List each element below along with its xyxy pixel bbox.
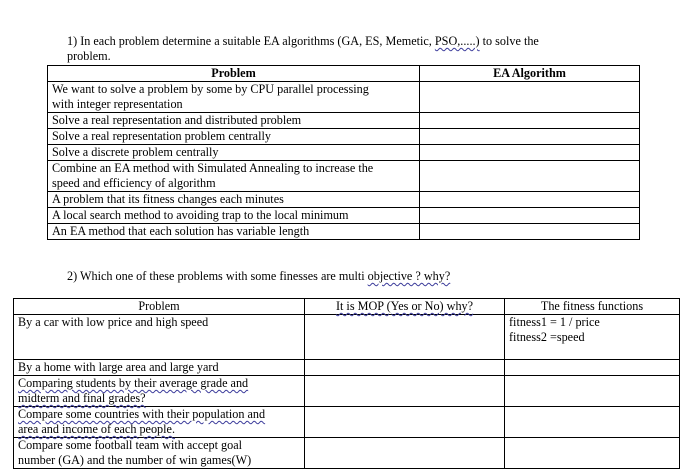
fitness-functions-cell[interactable] [505, 360, 680, 376]
question-2-text [67, 269, 627, 284]
problem-text-line1: Solve a real representation and distributed problem [52, 113, 302, 127]
fitness-functions-cell[interactable] [505, 438, 680, 469]
question-1-suffix: to solve the [479, 34, 539, 48]
mop-answer-cell[interactable] [305, 376, 505, 407]
problem-cell [48, 129, 420, 145]
header-problem: Problem [14, 299, 305, 315]
header-mop-label: It is MOP (Yes or No) why? [335, 299, 474, 313]
ea-algorithm-answer-cell[interactable] [420, 208, 640, 224]
table-row [48, 129, 640, 145]
problem-text-line2: with integer representation [52, 97, 183, 111]
mop-answer-cell[interactable] [305, 407, 505, 438]
fitness-functions-cell[interactable] [505, 407, 680, 438]
fitness-functions-cell[interactable] [505, 376, 680, 407]
mop-table [13, 298, 680, 469]
problem-text-line1: By a car with low price and high speed [18, 315, 209, 329]
ea-algorithm-table [47, 65, 640, 240]
ea-algorithm-answer-cell[interactable] [420, 161, 640, 192]
fitness-function-1: fitness1 = 1 / price [509, 315, 600, 329]
header-problem: Problem [48, 66, 420, 82]
problem-cell [48, 208, 420, 224]
problem-text-line1: A local search method to avoiding trap to the local minimum [52, 208, 349, 222]
problem-text-line2: number (GA) and the number of win games(W) [18, 453, 252, 467]
problem-cell [48, 145, 420, 161]
question-2-prefix: 2) Which one of these problems with some finesses are multi [67, 269, 368, 283]
question-1-line2: problem. [67, 49, 111, 63]
question-2-objective: objective ? why? [367, 269, 451, 283]
problem-cell [14, 438, 305, 469]
problem-cell [48, 113, 420, 129]
table-row [48, 224, 640, 240]
table-row [48, 192, 640, 208]
problem-text-line2: area and income of each people. [18, 422, 175, 436]
problem-text-line1: Compare some football team with accept goal [18, 438, 243, 452]
problem-text-line1: By a home with large area and large yard [18, 360, 219, 374]
question-1-prefix: 1) In each problem determine a suitable EA algorithms (GA, ES, Memetic, [67, 34, 435, 48]
ea-algorithm-answer-cell[interactable] [420, 145, 640, 161]
mop-answer-cell[interactable] [305, 315, 505, 360]
header-mop [305, 299, 505, 315]
fitness-functions-cell[interactable] [505, 315, 680, 360]
table-header-row [14, 299, 680, 315]
problem-text-line2: speed and efficiency of algorithm [52, 176, 216, 190]
problem-cell [48, 224, 420, 240]
ea-algorithm-answer-cell[interactable] [420, 82, 640, 113]
problem-text-line1: Compare some countries with their population and [18, 407, 266, 421]
table-row [14, 376, 680, 407]
fitness-function-2: fitness2 =speed [509, 330, 585, 344]
problem-cell [14, 407, 305, 438]
table-row [14, 438, 680, 469]
header-ea-algorithm: EA Algorithm [420, 66, 640, 82]
table-row [48, 145, 640, 161]
problem-text-line1: We want to solve a problem by some by CPU parallel processing [52, 82, 369, 96]
table-row [48, 208, 640, 224]
ea-algorithm-answer-cell[interactable] [420, 113, 640, 129]
mop-answer-cell[interactable] [305, 360, 505, 376]
problem-cell [14, 360, 305, 376]
table-row [48, 161, 640, 192]
question-1-pso: PSO,.....) [434, 34, 480, 48]
table-row [48, 82, 640, 113]
table-row [48, 113, 640, 129]
header-fitness-functions: The fitness functions [505, 299, 680, 315]
problem-text-line1: An EA method that each solution has variable length [52, 224, 310, 238]
problem-cell [14, 315, 305, 360]
ea-algorithm-answer-cell[interactable] [420, 192, 640, 208]
problem-cell [48, 161, 420, 192]
problem-text-line1: Solve a discrete problem centrally [52, 145, 219, 159]
table-row [14, 315, 680, 360]
problem-cell [48, 82, 420, 113]
problem-text-line1: Comparing students by their average grade and [18, 376, 249, 390]
ea-algorithm-answer-cell[interactable] [420, 129, 640, 145]
ea-algorithm-answer-cell[interactable] [420, 224, 640, 240]
problem-text-line1: Solve a real representation problem centrally [52, 129, 271, 143]
mop-answer-cell[interactable] [305, 438, 505, 469]
problem-text-line2: midterm and final grades? [18, 391, 146, 405]
table-row [14, 360, 680, 376]
question-1-text [67, 34, 627, 64]
problem-cell [48, 192, 420, 208]
problem-text-line1: Combine an EA method with Simulated Annealing to increase the [52, 161, 374, 175]
table-header-row [48, 66, 640, 82]
problem-cell [14, 376, 305, 407]
table-row [14, 407, 680, 438]
problem-text-line1: A problem that its fitness changes each minutes [52, 192, 284, 206]
